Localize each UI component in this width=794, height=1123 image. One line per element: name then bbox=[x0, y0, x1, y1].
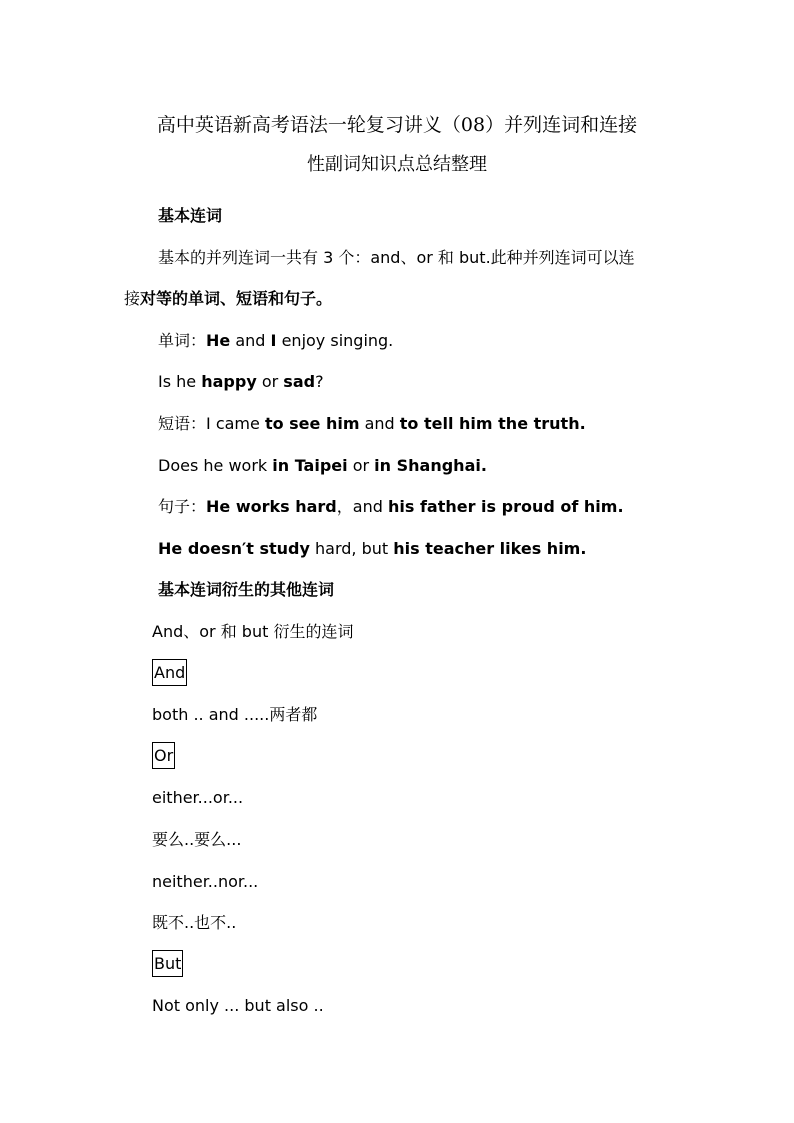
or-item-1-translation: 要么..要么... bbox=[152, 830, 242, 849]
or-item-1: either...or... bbox=[152, 788, 244, 807]
bold-text: sad bbox=[283, 372, 316, 391]
page-title-line-2: 性副词知识点总结整理 bbox=[307, 154, 487, 175]
bold-text: to tell him the truth. bbox=[399, 414, 586, 433]
bold-text: I bbox=[270, 331, 277, 350]
example-word-2 bbox=[158, 372, 324, 392]
bold-text: He bbox=[206, 331, 231, 350]
example-phrase-1 bbox=[158, 414, 586, 434]
text: ，and bbox=[336, 497, 388, 516]
text: enjoy singing. bbox=[276, 331, 394, 350]
box-and-wrapper bbox=[152, 659, 187, 686]
bold-text: in Shanghai. bbox=[374, 456, 487, 475]
section-heading-derived-conjunctions: 基本连词衍生的其他连词 bbox=[158, 580, 335, 599]
label-word: 单词： bbox=[158, 331, 207, 350]
bold-text: in Taipei bbox=[272, 456, 348, 475]
but-item: Not only ... but also .. bbox=[152, 996, 324, 1015]
box-or-wrapper bbox=[152, 742, 175, 769]
page-title-line-1: 高中英语新高考语法一轮复习讲义（08）并列连词和连接 bbox=[156, 114, 638, 136]
text: Does he work bbox=[158, 456, 273, 475]
section-heading-basic-conjunctions: 基本连词 bbox=[158, 206, 223, 225]
text: and bbox=[359, 414, 400, 433]
bold-text: to see him bbox=[264, 414, 360, 433]
and-item: both .. and .....两者都 bbox=[152, 705, 318, 724]
box-but-wrapper bbox=[152, 950, 183, 977]
example-word-1 bbox=[158, 331, 393, 351]
intro-bold-text: 对等的单词、短语和句子。 bbox=[140, 289, 333, 308]
boxed-label-or: Or bbox=[152, 742, 175, 769]
label-sentence: 句子： bbox=[158, 497, 207, 516]
text: or bbox=[256, 372, 284, 391]
intro-paragraph-line-2 bbox=[124, 289, 332, 309]
derived-intro: And、or 和 but 衍生的连词 bbox=[152, 622, 354, 641]
example-sentence-2 bbox=[158, 539, 586, 559]
intro-paragraph-line-1: 基本的并列连词一共有 3 个：and、or 和 but.此种并列连词可以连 bbox=[158, 248, 635, 267]
boxed-label-and: And bbox=[152, 659, 187, 686]
text: or bbox=[347, 456, 375, 475]
or-item-2: neither..nor... bbox=[152, 872, 259, 891]
example-sentence-1 bbox=[158, 497, 624, 517]
or-item-2-translation: 既不..也不.. bbox=[152, 913, 237, 932]
text: I came bbox=[206, 414, 265, 433]
text: hard, but bbox=[309, 539, 394, 558]
boxed-label-but: But bbox=[152, 950, 183, 977]
text: ? bbox=[315, 372, 324, 391]
example-phrase-2 bbox=[158, 456, 487, 476]
bold-text: happy bbox=[201, 372, 257, 391]
bold-text: his father is proud of him. bbox=[387, 497, 624, 516]
label-phrase: 短语： bbox=[158, 414, 207, 433]
text: Is he bbox=[158, 372, 202, 391]
bold-text: He doesn′t study bbox=[158, 539, 310, 558]
intro-text: 接 bbox=[124, 289, 141, 308]
text: and bbox=[230, 331, 271, 350]
bold-text: He works hard bbox=[206, 497, 337, 516]
bold-text: his teacher likes him. bbox=[393, 539, 587, 558]
